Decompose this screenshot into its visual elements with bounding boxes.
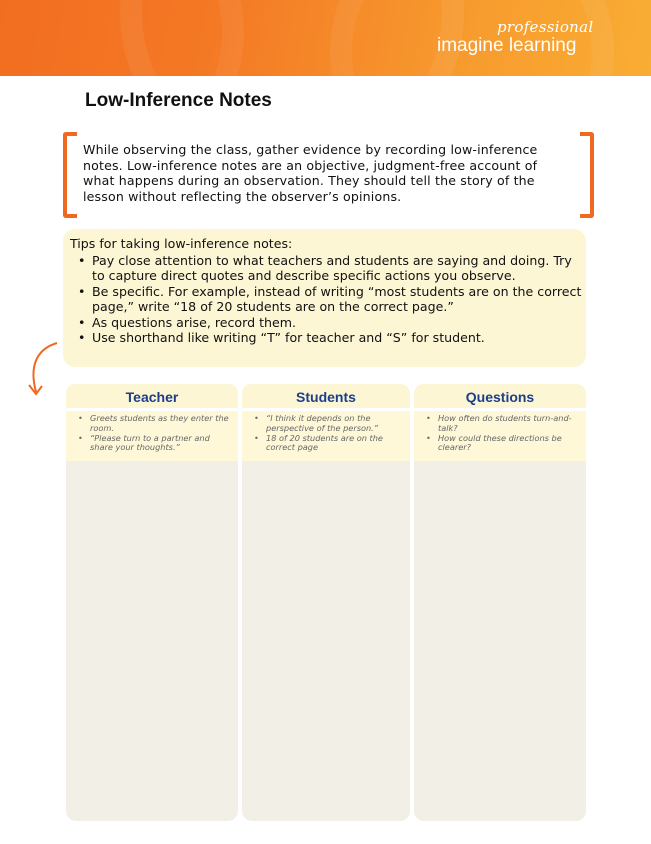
teacher-examples	[66, 408, 238, 461]
students-column	[242, 384, 410, 821]
tip-item: • Pay close attention to what teachers and students are saying and doing. Try to capture direct quotes and describe specific actions you observe.	[70, 253, 588, 284]
intro-line: While observing the class, gather evidence by recording low-inference	[83, 142, 538, 157]
example-item: • “Please turn to a partner and share your thoughts.”	[76, 434, 230, 454]
curved-arrow-icon	[24, 340, 64, 400]
tip-item: • Use shorthand like writing “T” for teacher and “S” for student.	[70, 330, 588, 346]
intro-line: what happens during an observation. They should tell the story of the	[83, 173, 535, 188]
column-header-teacher: Teacher	[66, 384, 238, 408]
intro-paragraph	[83, 142, 583, 204]
left-bracket-decoration	[63, 132, 77, 218]
page-title: Low-Inference Notes	[85, 90, 272, 111]
example-item: • Greets students as they enter the room.	[76, 414, 230, 434]
tips-box	[63, 229, 586, 367]
example-item: • 18 of 20 students are on the correct page	[252, 434, 402, 454]
column-header-questions: Questions	[414, 384, 586, 408]
intro-line: lesson without reflecting the observer’s opinions.	[83, 188, 402, 204]
column-header-students: Students	[242, 384, 410, 408]
imagine-learning-logo	[437, 18, 597, 68]
example-item: • “I think it depends on the perspective of the person.”	[252, 414, 402, 434]
tip-item: • Be specific. For example, instead of writing “most students are on the correct page,” write “18 of 20 students are on the correct page.”	[70, 284, 588, 315]
example-item: • How often do students turn-and-talk?	[424, 414, 578, 434]
questions-examples	[414, 408, 586, 461]
logo-main-text: imagine learning	[437, 35, 577, 56]
tips-heading: Tips for taking low-inference notes:	[70, 236, 293, 251]
example-item: • How could these directions be clearer?	[424, 434, 578, 454]
teacher-column	[66, 384, 238, 821]
logo-professional-text: professional	[497, 18, 594, 36]
questions-column	[414, 384, 586, 821]
tips-list	[70, 253, 586, 346]
intro-line: notes. Low-inference notes are an objective, judgment-free account of	[83, 157, 538, 173]
page-header-banner	[0, 0, 651, 76]
tip-item: • As questions arise, record them.	[70, 315, 588, 331]
students-examples	[242, 408, 410, 461]
